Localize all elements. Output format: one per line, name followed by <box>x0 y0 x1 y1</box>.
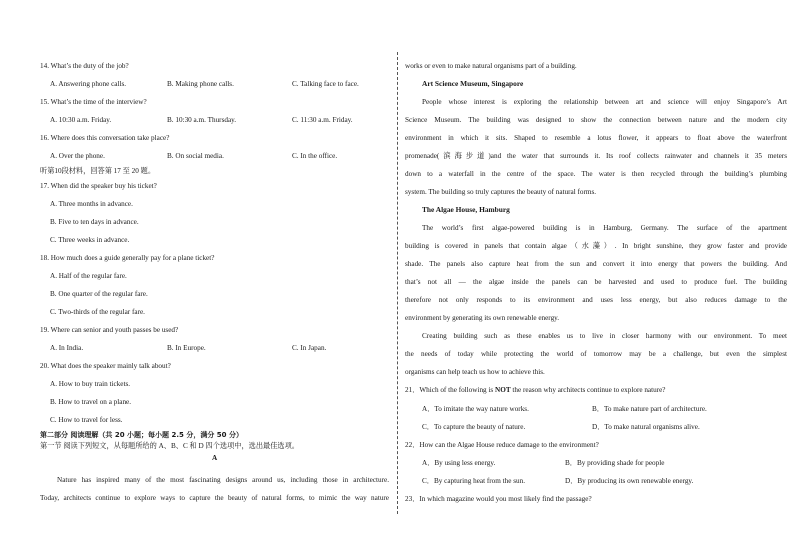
q22-option-a: A．By using less energy. <box>422 459 496 467</box>
q16-stem: 16. Where does this conversation take place? <box>40 134 170 142</box>
q22-stem: 22．How can the Algae House reduce damage to the environment? <box>405 441 599 449</box>
q21-stem: 21．Which of the following is NOT the reason why architects continue to explore nature? <box>405 386 666 394</box>
q15-option-a: A. 10:30 a.m. Friday. <box>50 116 112 124</box>
q14-option-b: B. Making phone calls. <box>167 80 234 88</box>
algae-line-5: therefore not only responds to its environment and uses less energy, but also reduces damage to the <box>405 296 787 304</box>
closing-line-2: the needs of today while protecting the world of tomorrow may be a challenge, but even the simplest <box>405 350 787 358</box>
algae-line-1: The world’s first algae-powered building is in Hamburg, Germany. The surface of the apartment <box>422 224 787 232</box>
q18-option-c: C. Two-thirds of the regular fare. <box>50 308 145 316</box>
algae-line-6: environment by generating its own renewable energy. <box>405 314 560 322</box>
q20-option-a: A. How to buy train tickets. <box>50 380 131 388</box>
q17-stem: 17. When did the speaker buy his ticket? <box>40 182 157 190</box>
q23-stem: 23．In which magazine would you most likely find the passage? <box>405 495 592 503</box>
q18-stem: 18. How much does a guide generally pay for a plane ticket? <box>40 254 215 262</box>
algae-heading: The Algae House, Hamburg <box>422 205 510 214</box>
q15-option-c: C. 11:30 a.m. Friday. <box>292 116 353 124</box>
q17-option-a: A. Three months in advance. <box>50 200 133 208</box>
q21-option-b: B．To make nature part of architecture. <box>592 405 707 413</box>
q21-option-a: A．To imitate the way nature works. <box>422 405 529 413</box>
algae-line-2: building is covered in panels that contain algae（水藻）. In bright sunshine, they grow faster and provide <box>405 242 787 250</box>
part-two-heading: 第二部分 阅读理解（共 20 小题；每小题 2.5 分，满分 50 分） <box>40 431 243 439</box>
q16-option-c: C. In the office. <box>292 152 338 160</box>
museum-line-6: system. The building so truly captures the beauty of natural forms. <box>405 188 597 196</box>
q19-option-b: B. In Europe. <box>167 344 206 352</box>
q17-option-b: B. Five to ten days in advance. <box>50 218 139 226</box>
q22-option-c: C．By capturing heat from the sun. <box>422 477 526 485</box>
section-one-instruction: 第一节 阅读下列短文，从每题所给的 A、B、C 和 D 四个选项中，选出最佳选项。 <box>40 442 299 450</box>
q19-option-c: C. In Japan. <box>292 344 327 352</box>
museum-line-4: promenade(滨海步道)and the water that surrounds it. Its roof collects rainwater and channels it 35 meters <box>405 152 787 160</box>
museum-line-1: People whose interest is exploring the relationship between art and science will enjoy Singapore’s Art <box>422 98 787 106</box>
q15-option-b: B. 10:30 a.m. Thursday. <box>167 116 237 124</box>
q18-option-a: A. Half of the regular fare. <box>50 272 127 280</box>
algae-line-4: that’s not all — the algae inside the panels can be harvested and used to produce fuel. The building <box>405 278 787 286</box>
intro-line-1: Nature has inspired many of the most fascinating designs around us, including those in architecture. <box>57 476 389 484</box>
q16-option-b: B. On social media. <box>167 152 224 160</box>
q20-option-b: B. How to travel on a plane. <box>50 398 132 406</box>
q22-option-d: D．By producing its own renewable energy. <box>565 477 694 485</box>
q14-option-c: C. Talking face to face. <box>292 80 359 88</box>
q22-option-b: B．By providing shade for people <box>565 459 665 467</box>
museum-heading: Art Science Museum, Singapore <box>422 79 524 88</box>
q16-option-a: A. Over the phone. <box>50 152 105 160</box>
q15-stem: 15. What’s the time of the interview? <box>40 98 147 106</box>
q14-stem: 14. What’s the duty of the job? <box>40 62 129 70</box>
museum-line-3: environment in which it sits. Shaped to resemble a lotus flower, it appears to float above the waterfront <box>405 134 787 142</box>
q20-option-c: C. How to travel for less. <box>50 416 123 424</box>
column-divider <box>397 52 398 514</box>
q21-option-d: D．To make natural organisms alive. <box>592 423 700 431</box>
museum-line-5: down to a waterfall in the centre of the space. The water is then recycled through the building’s plumbing <box>405 170 787 178</box>
museum-line-2: Science Museum. The building was designed to show the connection between nature and the modern city <box>405 116 787 124</box>
q14-option-a: A. Answering phone calls. <box>50 80 127 88</box>
q18-option-b: B. One quarter of the regular fare. <box>50 290 148 298</box>
closing-line-1: Creating building such as these enables us to live in closer harmony with our environment. To meet <box>422 332 787 340</box>
closing-line-3: organisms can help teach us how to achieve this. <box>405 368 545 376</box>
intro-line-3: works or even to make natural organisms part of a building. <box>405 62 577 70</box>
material-10-instruction: 听第10段材料，回答第 17 至 20 题。 <box>40 167 156 175</box>
q21-option-c: C．To capture the beauty of nature. <box>422 423 526 431</box>
algae-line-3: shade. The panels also capture heat from the sun and convert it into energy that powers the building. And <box>405 260 787 268</box>
q20-stem: 20. What does the speaker mainly talk about? <box>40 362 171 370</box>
q17-option-c: C. Three weeks in advance. <box>50 236 130 244</box>
q19-stem: 19. Where can senior and youth passes be used? <box>40 326 179 334</box>
passage-letter: A <box>212 454 218 462</box>
intro-line-2: Today, architects continue to explore ways to capture the beauty of natural forms, to mimic the way nature <box>40 494 389 502</box>
q21-not-emphasis: NOT <box>495 386 511 394</box>
q19-option-a: A. In India. <box>50 344 84 352</box>
